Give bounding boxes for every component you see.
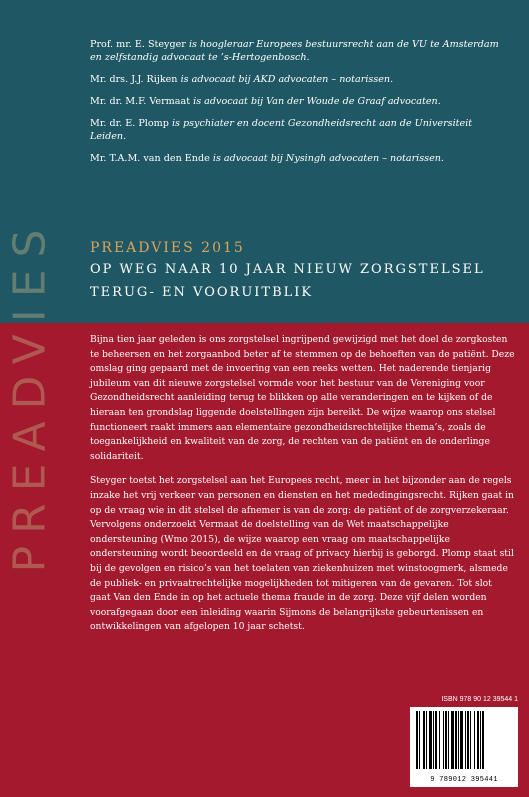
barcode-bar — [474, 711, 475, 769]
barcode — [410, 707, 518, 787]
barcode-bar — [426, 711, 427, 769]
barcode-bar — [477, 711, 479, 769]
barcode-bar — [448, 711, 449, 769]
barcode-bar — [480, 711, 481, 769]
author-name: Mr. T.A.M. van den Ende — [90, 153, 210, 164]
barcode-bar — [455, 711, 457, 769]
barcode-bar — [460, 711, 463, 769]
author-description: is advocaat bij AKD advocaten – notarissen. — [180, 74, 394, 85]
author-name: Mr. drs. J.J. Rijken — [90, 74, 178, 85]
barcode-bar — [451, 711, 454, 769]
barcode-bar — [416, 711, 418, 769]
barcode-bar — [467, 711, 469, 769]
author-entry — [90, 117, 510, 143]
author-description: is psychiater en docent Gezondheidsrecht aan de Universiteit Leiden. — [90, 118, 473, 142]
barcode-bar — [445, 711, 447, 769]
blurb-paragraph: Bijna tien jaar geleden is ons zorgstelsel ingrijpend gewijzigd met het doel de zorgkosten te beheersen en het zorgaanbod beter af te stemmen op de behoeften van de patiënt. Deze omslag ging gepaard met de invoering van een reeks wetten. Het naderende tienjarig jubileum van dit nieuwe zorgstelsel vormde voor het bestuur van de Vereniging voor Gezondheidsrecht aanleiding terug te blikken op alle veranderingen en te kijken of de hieraan ten grondslag liggende doelstellingen zijn bereikt. De wijze waarop ons stelsel functioneert raakt immers aan elementaire gezondheidsrechtelijke thema’s, zoals de toegankelijkheid en kwaliteit van de zorg, de rechten van de patiënt en de onderlinge solidariteit. — [90, 334, 515, 462]
author-entry — [90, 38, 510, 64]
author-name: Mr. dr. M.F. Vermaat — [90, 96, 191, 107]
barcode-bar — [419, 711, 420, 769]
barcode-bar — [429, 711, 432, 769]
barcode-bar — [443, 711, 444, 769]
blurb — [90, 333, 515, 645]
author-entry — [90, 73, 510, 86]
barcode-bar — [439, 711, 440, 769]
barcode-bar — [423, 711, 425, 769]
series-label: PREADVIES 2015 — [90, 240, 245, 256]
author-description: is hoogleraar Europees bestuursrecht aan de VU te Amsterdam en zelfstandig advocaat te ’s-Hertogenbosch. — [90, 39, 499, 63]
barcode-bar — [470, 711, 471, 769]
barcode-bar — [465, 711, 466, 769]
book-title-line-2: TERUG- EN VOORUITBLIK — [90, 285, 314, 300]
barcode-bar — [435, 711, 437, 769]
isbn-label: ISBN 978 90 12 39544 1 — [441, 696, 518, 703]
spine-label: PREADVIES — [4, 217, 56, 573]
barcode-digits: 9 789012 395441 — [430, 776, 498, 784]
book-title-line-1: OP WEG NAAR 10 JAAR NIEUW ZORGSTELSEL — [90, 262, 485, 277]
author-list — [90, 38, 510, 174]
author-description: is advocaat bij Nysingh advocaten – notarissen. — [212, 153, 444, 164]
author-name: Mr. dr. E. Plomp — [90, 118, 169, 129]
blurb-paragraph: Steyger toetst het zorgstelsel aan het Europees recht, meer in het bijzonder aan de regels inzake het vrij verkeer van personen en diensten en het mededingingsrecht. Rijken gaat in op de vraag wie in dit stelsel de afnemer is van de zorg: de patiënt of de zorgverzekeraar. Vervolgens onderzoekt Vermaat de doelstelling van de Wet maatschappelijke ondersteuning (Wmo 2015), de wijze waarop een vraag om maatschappelijke ondersteuning wordt beoordeeld en de vraag of privacy hierbij is geborgd. Plomp staat stil bij de gevolgen en risico’s van het toelaten van ziekenhuizen met winstoogmerk, alsmede de publiek- en privaatrechtelijke mogelijkheden tot mitigeren van de gevaren. Tot slot gaat Van den Ende in op het actuele thema fraude in de zorg. Deze vijf delen worden voorafgegaan door een inleiding waarin Sijmons de belangrijkste gebeurtenissen en ontwikkelingen van afgelopen 10 jaar schetst. — [90, 475, 514, 633]
author-description: is advocaat bij Van der Woude de Graaf advocaten. — [193, 96, 441, 107]
author-entry — [90, 95, 510, 108]
author-name: Prof. mr. E. Steyger — [90, 39, 186, 50]
barcode-bar — [482, 711, 484, 769]
barcode-bar — [458, 711, 459, 769]
author-entry — [90, 152, 510, 165]
barcode-bar — [433, 711, 434, 769]
barcode-bars — [414, 711, 514, 771]
